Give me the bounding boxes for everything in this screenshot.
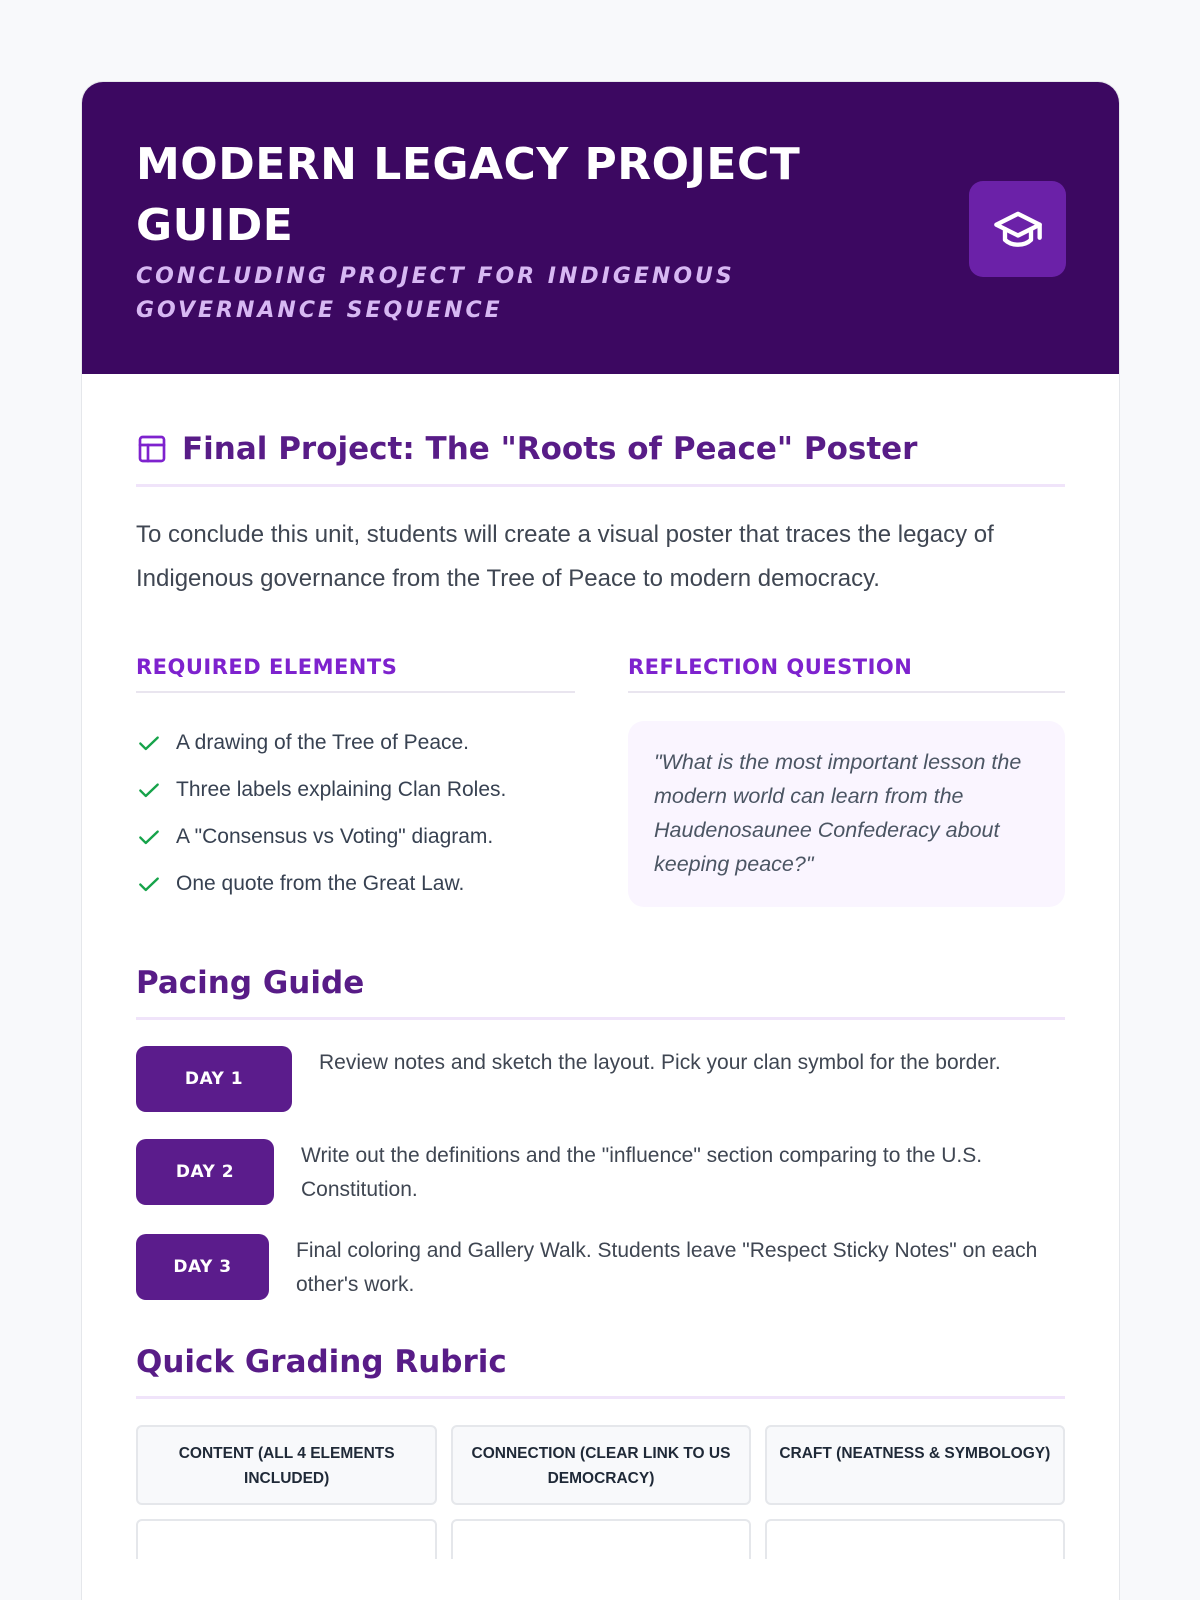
rubric-header-connection: CONNECTION (CLEAR LINK TO US DEMOCRACY) [451, 1425, 750, 1505]
pacing-guide-title: Pacing Guide [136, 965, 1065, 1020]
list-item-text: A "Consensus vs Voting" diagram. [176, 824, 494, 848]
list-item [136, 719, 575, 766]
project-intro: To conclude this unit, students will create a visual poster that traces the legacy of Indigenous governance from the Tree of Peace to modern democracy. [136, 521, 994, 592]
list-item-text: One quote from the Great Law. [176, 871, 465, 895]
required-elements-section [136, 655, 575, 907]
day-badge: DAY 2 [136, 1139, 274, 1205]
pacing-guide-section [136, 965, 1065, 1302]
final-project-title: Final Project: The "Roots of Peace" Poster [182, 431, 918, 467]
rubric-row [136, 1519, 1065, 1559]
pacing-day-row [136, 1046, 1065, 1112]
grading-rubric-section [136, 1344, 1065, 1559]
project-details [136, 655, 1065, 907]
rubric-header-craft: CRAFT (NEATNESS & SYMBOLOGY) [765, 1425, 1065, 1505]
rubric-cell [136, 1519, 437, 1559]
guide-card [81, 81, 1120, 1600]
check-icon [136, 730, 162, 756]
main-content [82, 374, 1119, 1559]
check-icon [136, 777, 162, 803]
list-item [136, 766, 575, 813]
reflection-question: "What is the most important lesson the modern world can learn from the Haudenosaunee Confederacy about keeping peace?" [628, 721, 1065, 907]
rubric-cell [451, 1519, 750, 1559]
header-banner [82, 82, 1119, 374]
required-elements-label: REQUIRED ELEMENTS [136, 655, 575, 693]
graduation-cap-icon [992, 203, 1044, 255]
page-subtitle: CONCLUDING PROJECT FOR INDIGENOUS GOVERNANCE SEQUENCE [136, 264, 735, 323]
reflection-label: REFLECTION QUESTION [628, 655, 1065, 693]
list-item-text: A drawing of the Tree of Peace. [176, 730, 470, 754]
day-description: Write out the definitions and the "influence" section comparing to the U.S. Constitution. [301, 1144, 983, 1201]
list-item [136, 860, 575, 907]
rubric-header-row [136, 1425, 1065, 1505]
check-icon [136, 824, 162, 850]
grading-rubric-title: Quick Grading Rubric [136, 1344, 1065, 1399]
day-badge: DAY 3 [136, 1234, 269, 1300]
required-elements-list [136, 719, 575, 907]
day-description: Review notes and sketch the layout. Pick your clan symbol for the border. [319, 1051, 1001, 1074]
list-item-text: Three labels explaining Clan Roles. [176, 777, 507, 801]
rubric-cell [765, 1519, 1065, 1559]
day-description: Final coloring and Gallery Walk. Students leave "Respect Sticky Notes" on each other's work. [296, 1239, 1038, 1296]
layout-icon [136, 433, 168, 465]
check-icon [136, 871, 162, 897]
final-project-heading [136, 430, 1065, 487]
rubric-header-content: CONTENT (ALL 4 ELEMENTS INCLUDED) [136, 1425, 437, 1505]
list-item [136, 813, 575, 860]
pacing-day-row [136, 1234, 1065, 1302]
pacing-day-row [136, 1139, 1065, 1207]
graduation-cap-badge [969, 181, 1066, 277]
page-title: MODERN LEGACY PROJECT GUIDE [136, 139, 801, 251]
day-badge: DAY 1 [136, 1046, 292, 1112]
reflection-section [628, 655, 1065, 907]
